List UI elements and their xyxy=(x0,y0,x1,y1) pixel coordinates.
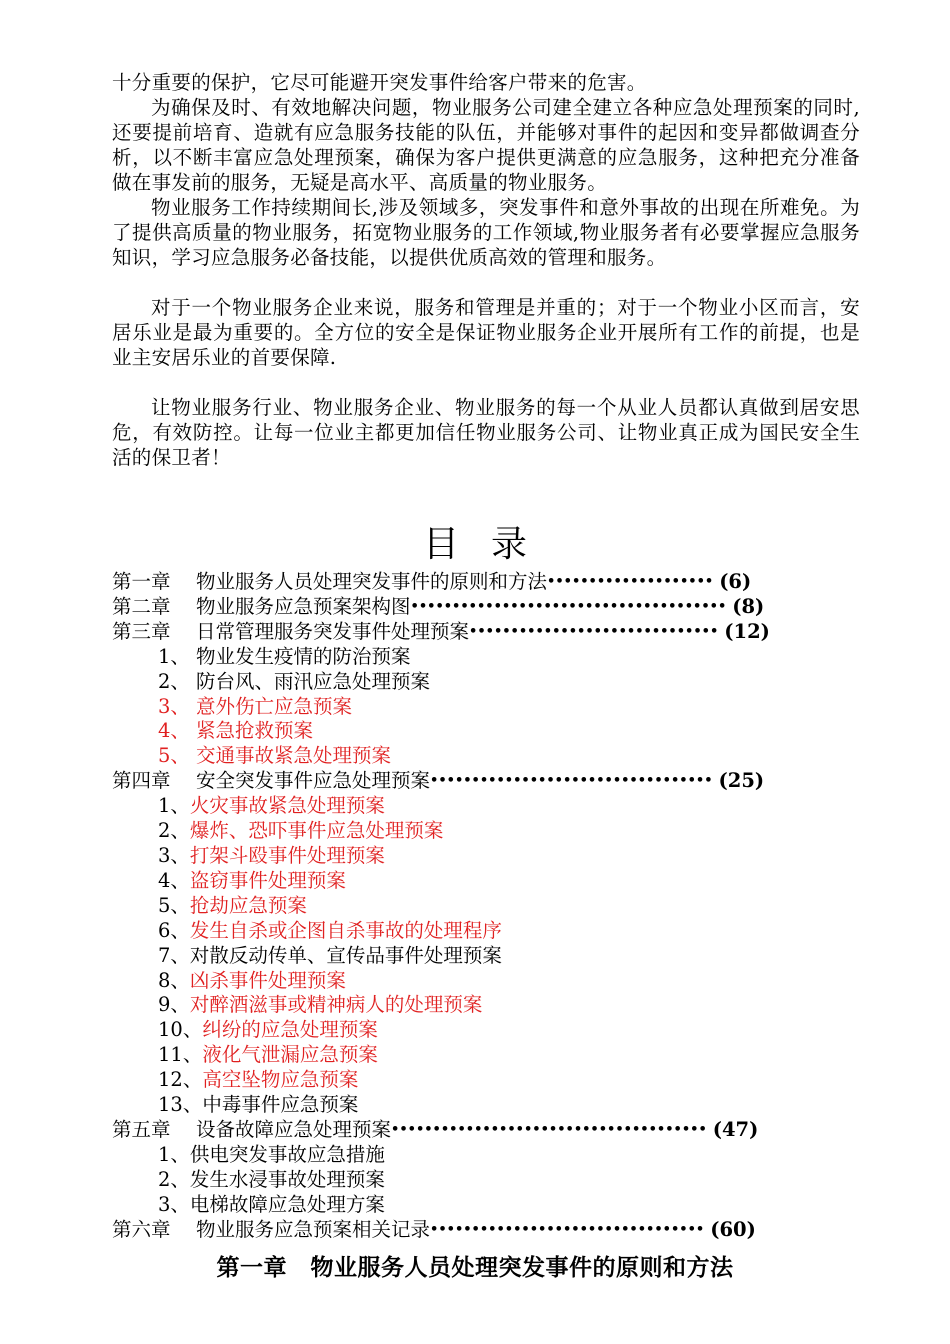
toc-item-4-5[interactable] xyxy=(112,894,812,919)
toc-chapter-label: 日常管理服务突发事件处理预案 xyxy=(196,619,470,643)
toc-item-4-1[interactable] xyxy=(112,794,812,819)
toc-item-label: 凶杀事件处理预案 xyxy=(189,968,346,992)
toc-item-5-2[interactable] xyxy=(112,1168,812,1193)
toc-item-label: 盗窃事件处理预案 xyxy=(189,868,346,892)
toc-item-number: 13、 xyxy=(158,1093,203,1117)
toc-item-label: 供电突发事故应急措施 xyxy=(189,1142,385,1166)
toc-item-3-3[interactable] xyxy=(112,695,812,720)
toc-title: 目录 xyxy=(422,524,559,565)
toc-page-number: (6) xyxy=(719,570,752,593)
toc-chapter-label: 物业服务应急预案架构图 xyxy=(196,594,411,618)
toc-item-number: 5、 xyxy=(158,744,190,768)
toc-chapter-label: 安全突发事件应急处理预案 xyxy=(196,769,431,793)
toc-item-4-3[interactable] xyxy=(112,844,812,869)
toc-item-label: 对散反动传单、宣传品事件处理预案 xyxy=(189,943,502,967)
toc-item-label: 意外伤亡应急预案 xyxy=(196,694,353,718)
toc-item-label: 对醉酒滋事或精神病人的处理预案 xyxy=(189,993,483,1017)
toc-chapter-5[interactable] xyxy=(112,1118,812,1143)
toc-chapter-number: 第二章 xyxy=(112,594,171,618)
toc-item-number: 7、 xyxy=(158,943,190,967)
toc-item-number: 9、 xyxy=(158,993,190,1017)
intro-section xyxy=(112,70,860,470)
toc-item-label: 物业发生疫情的防治预案 xyxy=(196,644,411,668)
toc-item-label: 发生自杀或企图自杀事故的处理程序 xyxy=(189,918,502,942)
toc-item-number: 10、 xyxy=(158,1018,203,1042)
toc-item-label: 纠纷的应急处理预案 xyxy=(202,1018,378,1042)
toc-chapter-6[interactable] xyxy=(112,1218,812,1243)
toc-item-number: 1、 xyxy=(158,1142,190,1166)
toc-page-number: (25) xyxy=(718,769,765,793)
toc-item-number: 6、 xyxy=(158,918,190,942)
toc-item-5-3[interactable] xyxy=(112,1193,812,1218)
toc-item-4-8[interactable] xyxy=(112,969,812,994)
toc-item-number: 3、 xyxy=(158,843,190,867)
toc-item-number: 4、 xyxy=(158,719,190,743)
toc-item-number: 4、 xyxy=(158,868,190,892)
toc-item-label: 中毒事件应急预案 xyxy=(202,1093,359,1117)
table-of-contents xyxy=(112,570,812,1242)
toc-item-number: 2、 xyxy=(158,1167,190,1191)
intro-paragraph-2: 为确保及时、有效地解决问题，物业服务公司建全建立各种应急处理预案的同时,还要提前培育、造就有应急服务技能的队伍，并能够对事件的起因和变异都做调查分析，以不断丰富应急处理预案，确保为客户提供更满意的应急服务，这种把充分准备做在事发前的服务，无疑是高水平、高质量的物业服务。 xyxy=(112,96,860,194)
toc-item-number: 1、 xyxy=(158,794,190,818)
toc-item-number: 3、 xyxy=(158,1192,190,1216)
toc-page-number: (8) xyxy=(732,594,765,618)
toc-item-5-1[interactable] xyxy=(112,1143,812,1168)
toc-item-4-13[interactable] xyxy=(112,1093,812,1118)
toc-chapter-number: 第四章 xyxy=(112,769,171,793)
toc-item-number: 3、 xyxy=(158,694,190,718)
toc-item-label: 高空坠物应急预案 xyxy=(202,1068,359,1092)
toc-chapter-1[interactable] xyxy=(112,570,812,595)
toc-item-label: 爆炸、恐吓事件应急处理预案 xyxy=(189,819,444,843)
toc-item-3-5[interactable] xyxy=(112,744,812,769)
toc-item-number: 12、 xyxy=(158,1068,203,1092)
toc-item-4-4[interactable] xyxy=(112,869,812,894)
toc-item-label: 火灾事故紧急处理预案 xyxy=(189,794,385,818)
toc-leader-dots: •••••••••••••••••••• xyxy=(547,574,714,589)
toc-chapter-label: 物业服务应急预案相关记录 xyxy=(196,1217,431,1241)
toc-item-4-9[interactable] xyxy=(112,993,812,1018)
toc-item-label: 紧急抢救预案 xyxy=(196,719,314,743)
toc-leader-dots: •••••••••••••••••••••••••••••••••••••• xyxy=(410,598,727,614)
intro-paragraph-1: 十分重要的保护，它尽可能避开突发事件给客户带来的危害。 xyxy=(112,71,647,94)
chapter-one-heading: 第一章 物业服务人员处理突发事件的原则和方法 xyxy=(216,1254,734,1281)
toc-page-number: (47) xyxy=(712,1117,759,1141)
toc-item-number: 2、 xyxy=(158,669,190,693)
toc-leader-dots: •••••••••••••••••••••••••••••••••••••• xyxy=(391,1121,707,1137)
toc-item-number: 1、 xyxy=(158,644,190,668)
intro-paragraph-5: 让物业服务行业、物业服务企业、物业服务的每一个从业人员都认真做到居安思危，有效防控。让每一位业主都更加信任物业服务公司、让物业真正成为国民安全生活的保卫者！ xyxy=(112,396,860,469)
toc-chapter-number: 第一章 xyxy=(112,570,171,593)
toc-item-label: 电梯故障应急处理方案 xyxy=(189,1192,385,1216)
toc-leader-dots: ••••••••••••••••••••••••••••••••• xyxy=(430,1221,705,1237)
toc-item-number: 5、 xyxy=(158,893,190,917)
toc-item-number: 8、 xyxy=(158,968,190,992)
toc-leader-dots: •••••••••••••••••••••••••••••••••• xyxy=(430,773,713,789)
toc-item-number: 2、 xyxy=(158,819,190,843)
toc-item-4-11[interactable] xyxy=(112,1043,812,1068)
intro-paragraph-3: 物业服务工作持续期间长,涉及领域多，突发事件和意外事故的出现在所难免。为了提供高质量的物业服务，拓宽物业服务的工作领域,物业服务者有必要掌握应急服务知识，学习应急服务必备技能，以提供优质高效的管理和服务。 xyxy=(112,196,860,269)
toc-chapter-3[interactable] xyxy=(112,620,812,645)
toc-item-3-1[interactable] xyxy=(112,645,812,670)
toc-item-4-12[interactable] xyxy=(112,1068,812,1093)
toc-item-3-2[interactable] xyxy=(112,670,812,695)
intro-paragraph-4: 对于一个物业服务企业来说，服务和管理是并重的；对于一个物业小区而言，安居乐业是最为重要的。全方位的安全是保证物业服务企业开展所有工作的前提，也是业主安居乐业的首要保障. xyxy=(112,296,860,369)
toc-item-4-10[interactable] xyxy=(112,1018,812,1043)
toc-item-label: 发生水浸事故处理预案 xyxy=(189,1167,385,1191)
toc-item-label: 抢劫应急预案 xyxy=(189,893,307,917)
toc-chapter-number: 第五章 xyxy=(112,1117,171,1141)
toc-chapter-2[interactable] xyxy=(112,595,812,620)
toc-chapter-number: 第三章 xyxy=(112,619,171,643)
toc-page-number: (12) xyxy=(724,619,770,643)
toc-chapter-number: 第六章 xyxy=(112,1217,171,1241)
toc-item-3-4[interactable] xyxy=(112,719,812,744)
toc-item-4-6[interactable] xyxy=(112,919,812,944)
toc-item-4-7[interactable] xyxy=(112,944,812,969)
toc-item-number: 11、 xyxy=(158,1043,203,1067)
toc-item-label: 交通事故紧急处理预案 xyxy=(196,744,392,768)
toc-item-label: 打架斗殴事件处理预案 xyxy=(189,843,385,867)
toc-page-number: (60) xyxy=(710,1217,756,1241)
toc-item-4-2[interactable] xyxy=(112,819,812,844)
toc-item-label: 液化气泄漏应急预案 xyxy=(202,1043,378,1067)
toc-leader-dots: •••••••••••••••••••••••••••••• xyxy=(469,623,719,639)
toc-item-label: 防台风、雨汛应急处理预案 xyxy=(196,669,431,693)
toc-chapter-4[interactable] xyxy=(112,769,812,794)
toc-chapter-label: 设备故障应急处理预案 xyxy=(196,1117,392,1141)
toc-chapter-label: 物业服务人员处理突发事件的原则和方法 xyxy=(196,570,548,593)
